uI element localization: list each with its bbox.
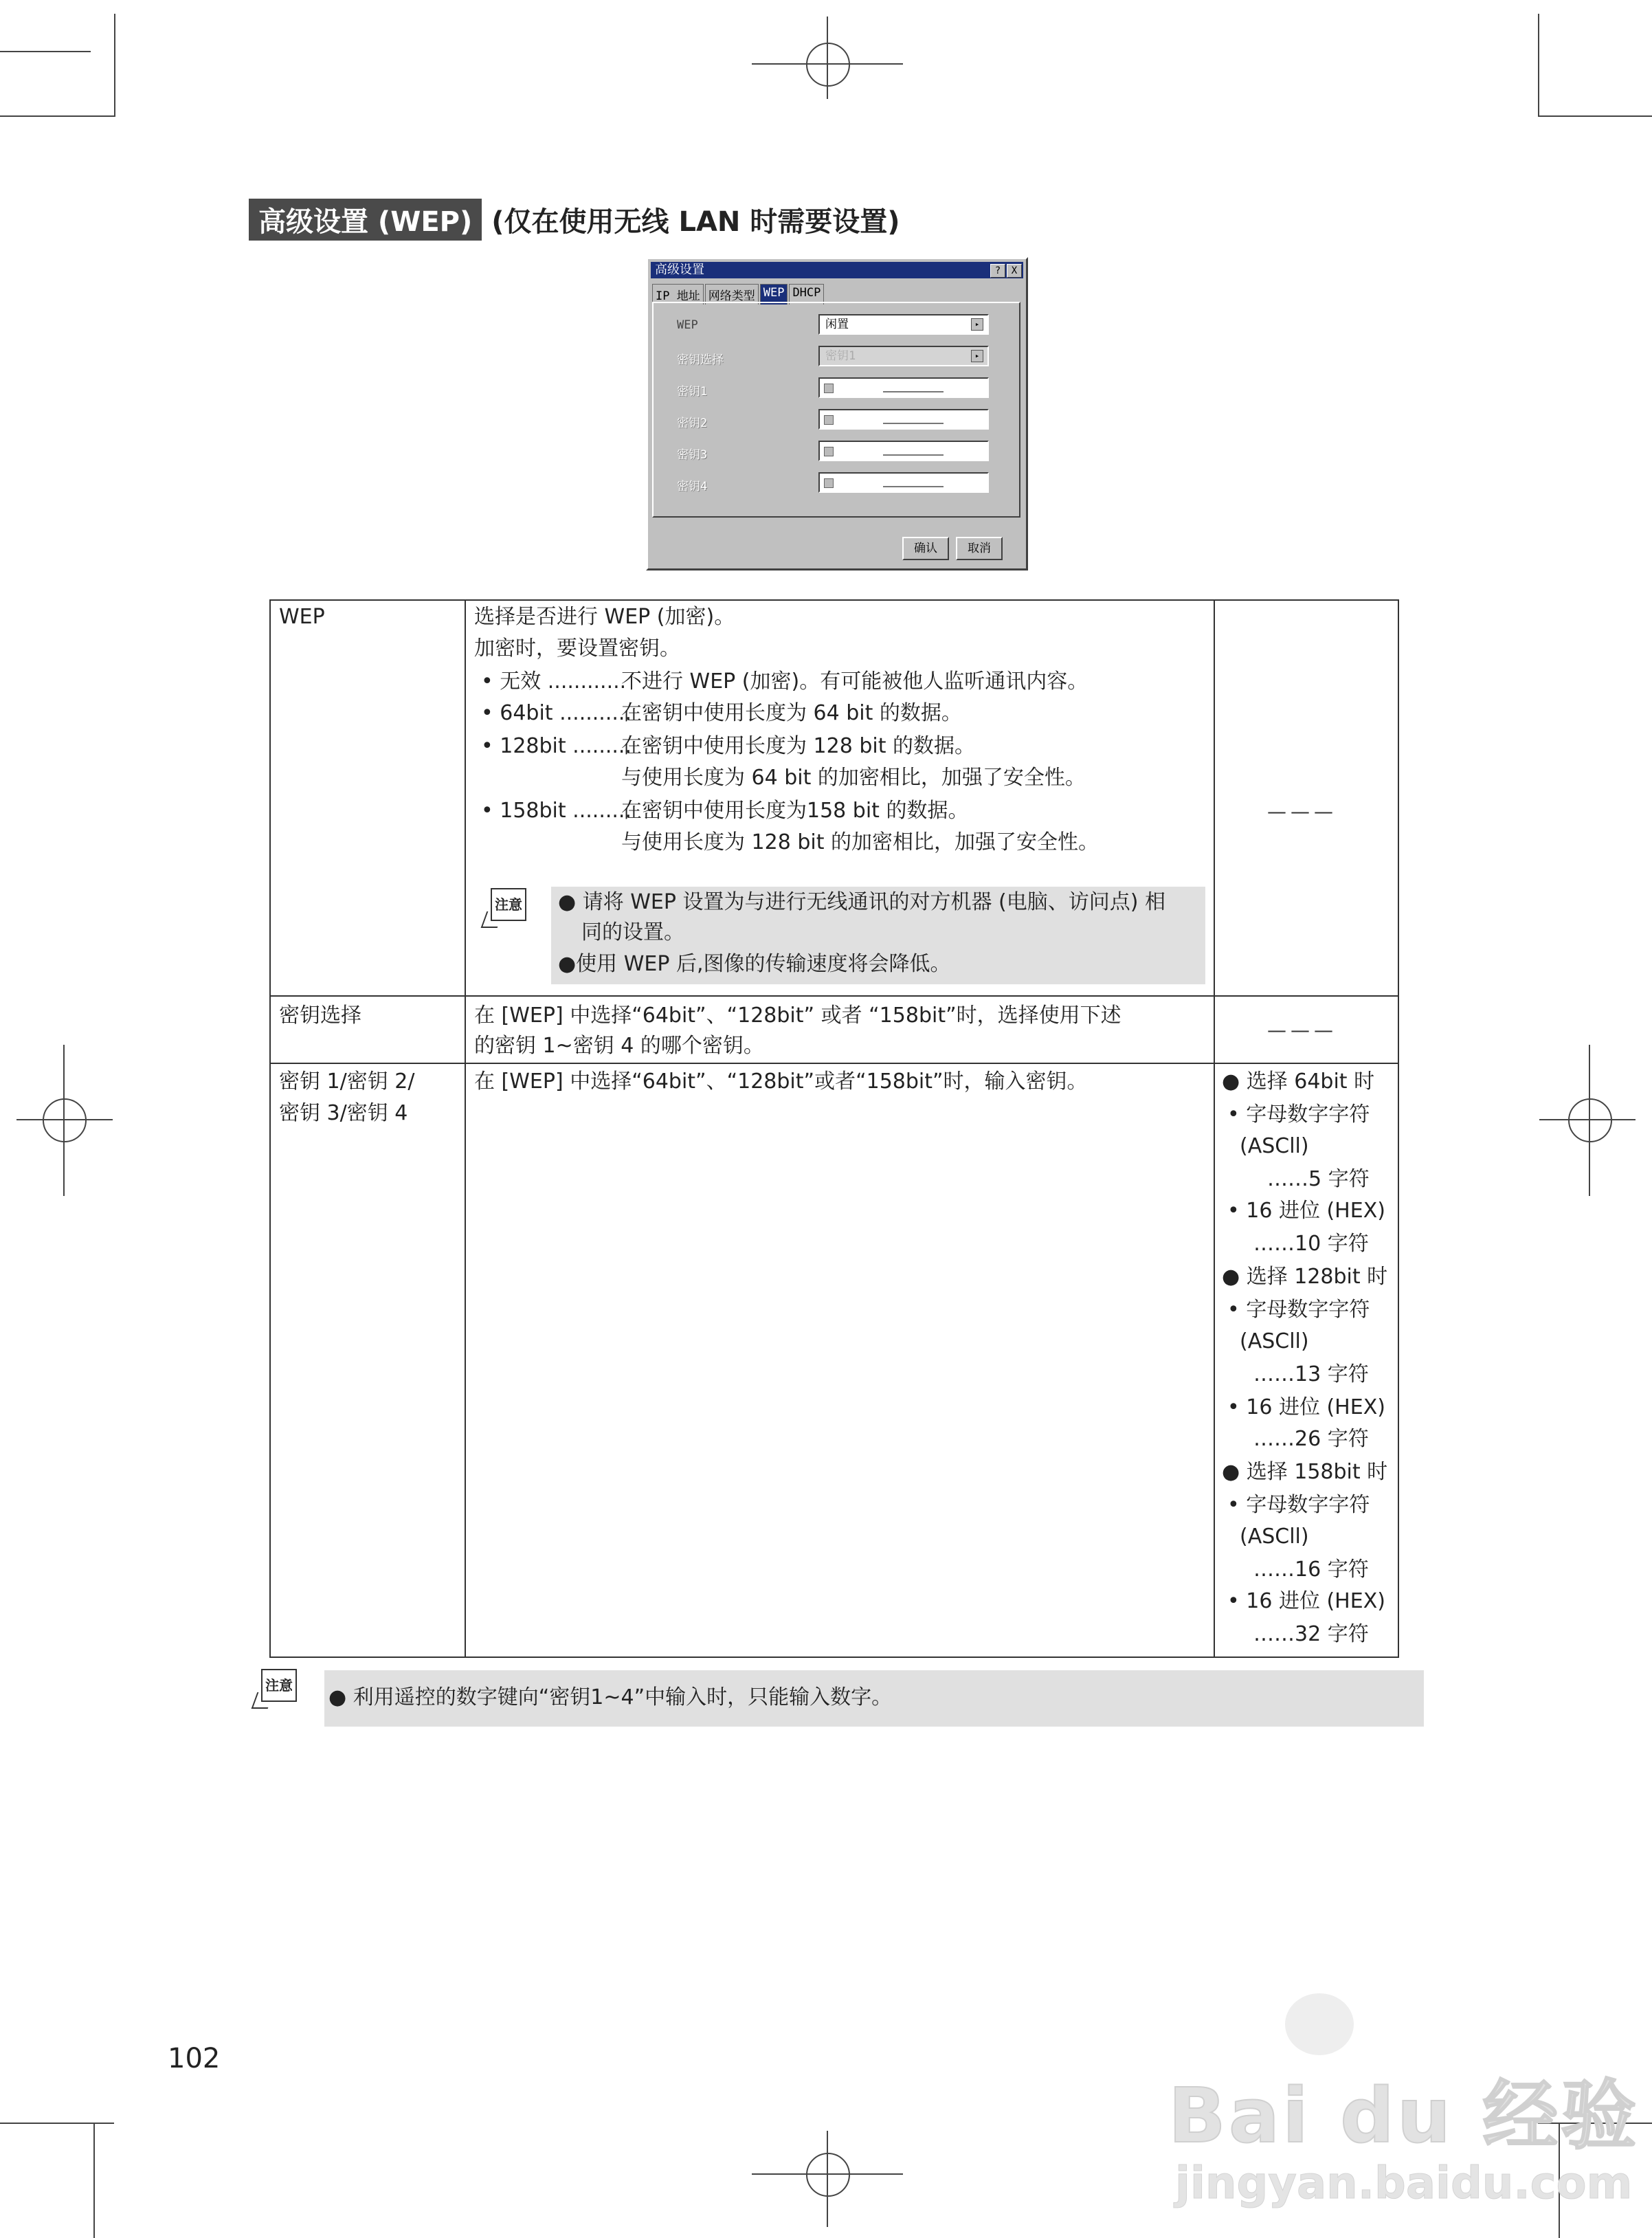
close-button[interactable]: X: [1007, 264, 1022, 278]
key-spec-line: ……16 字符: [1253, 1558, 1369, 1582]
col-divider: [1214, 601, 1215, 1657]
row-keysel-right: ———: [1267, 1019, 1337, 1041]
key-spec-line: ● 选择 158bit 时: [1222, 1460, 1388, 1484]
bottom-note-text: ● 利用遥控的数字键向“密钥1~4”中输入时，只能输入数字。: [328, 1685, 893, 1709]
row-keysel-desc-2: 的密钥 1~密钥 4 的哪个密钥。: [474, 1034, 764, 1058]
wep-option-key: • 158bit .........: [481, 799, 632, 823]
key-select[interactable]: [818, 346, 989, 366]
wep-label: WEP: [677, 318, 698, 332]
watermark: [1168, 1993, 1640, 2227]
wep-select-value: 闲置: [825, 318, 849, 331]
wep-option-key: • 无效 ............: [481, 669, 627, 694]
key-spec-line: • 16 进位 (HEX): [1227, 1589, 1385, 1613]
key-spec-line: • 字母数字字符: [1227, 1298, 1370, 1322]
tab-wep[interactable]: WEP: [760, 284, 788, 304]
settings-table: [269, 599, 1399, 1658]
row-wep-desc-1: 选择是否进行 WEP (加密)。: [474, 605, 735, 629]
keyboard-icon[interactable]: [824, 415, 834, 425]
row-divider: [271, 995, 1398, 997]
dropdown-arrow-icon[interactable]: ▸: [971, 318, 983, 331]
key-spec-line: ……32 字符: [1253, 1622, 1369, 1646]
wep-option-text: 在密钥中使用长度为 128 bit 的数据。: [621, 734, 976, 758]
cancel-button[interactable]: 取消: [956, 537, 1003, 560]
key-spec-line: • 字母数字字符: [1227, 1103, 1370, 1127]
watermark-url: jingyan.baidu.com: [1175, 2158, 1633, 2209]
wep-option-text: 与使用长度为 128 bit 的加密相比，加强了安全性。: [621, 830, 1100, 854]
key-underline: [883, 486, 944, 487]
key-spec-line: (ASCll): [1240, 1525, 1309, 1549]
key-spec-line: • 16 进位 (HEX): [1227, 1395, 1385, 1419]
wep-option-text: 与使用长度为 64 bit 的加密相比，加强了安全性。: [621, 766, 1086, 790]
keyboard-icon[interactable]: [824, 478, 834, 488]
note-line-2: 同的设置。: [581, 920, 684, 944]
paw-logo-icon: [1285, 1993, 1354, 2055]
wep-option-key: • 64bit ...........: [481, 701, 632, 725]
wep-option-text: 在密钥中使用长度为158 bit 的数据。: [621, 799, 969, 823]
key-spec-line: ……26 字符: [1253, 1427, 1369, 1451]
dialog-title: 高级设置: [655, 263, 704, 277]
row-keys-name-1: 密钥 1/密钥 2/: [279, 1070, 415, 1094]
wep-select[interactable]: [818, 314, 989, 335]
key2-label: 密钥2: [677, 417, 708, 430]
note-icon: 注意: [254, 1669, 295, 1717]
section-heading: [249, 201, 900, 238]
wep-panel: [652, 302, 1020, 518]
key3-label: 密钥3: [677, 448, 708, 462]
row-divider: [271, 1063, 1398, 1064]
key-spec-line: • 字母数字字符: [1227, 1493, 1370, 1517]
help-button[interactable]: ?: [990, 264, 1005, 278]
row-keysel-name: 密钥选择: [279, 1004, 361, 1028]
key-spec-line: ……5 字符: [1267, 1167, 1370, 1191]
key-underline: [883, 423, 944, 424]
key4-field[interactable]: [818, 472, 989, 493]
tab-dhcp[interactable]: DHCP: [789, 284, 824, 304]
keyboard-icon[interactable]: [824, 447, 834, 456]
key-underline: [883, 454, 944, 456]
dialog-titlebar: [651, 262, 1023, 278]
key3-field[interactable]: [818, 441, 989, 461]
row-keys-name-2: 密钥 3/密钥 4: [279, 1101, 408, 1125]
row-wep-name: WEP: [279, 605, 325, 629]
note-line-3: ●使用 WEP 后,图像的传输速度将会降低。: [558, 952, 951, 976]
settings-dialog: [646, 257, 1028, 570]
row-wep-desc-2: 加密时，要设置密钥。: [474, 636, 680, 661]
key-spec-line: ● 选择 64bit 时: [1222, 1070, 1375, 1094]
key-spec-line: • 16 进位 (HEX): [1227, 1199, 1385, 1223]
note-icon: 注意: [484, 888, 525, 936]
wep-option-key: • 128bit .........: [481, 734, 632, 758]
note-line-1: ● 请将 WEP 设置为与进行无线通讯的对方机器 (电脑、访问点) 相: [558, 890, 1165, 914]
row-wep-right: ———: [1267, 800, 1337, 823]
key1-field[interactable]: [818, 377, 989, 398]
key4-label: 密钥4: [677, 480, 708, 494]
dropdown-arrow-icon[interactable]: ▸: [971, 350, 983, 362]
tab-ip-address[interactable]: IP 地址: [652, 284, 704, 304]
ok-button[interactable]: 确认: [902, 537, 949, 560]
wep-option-text: 在密钥中使用长度为 64 bit 的数据。: [621, 701, 962, 725]
key-spec-line: (ASCll): [1240, 1134, 1309, 1158]
row-keysel-desc-1: 在 [WEP] 中选择“64bit”、“128bit” 或者 “158bit”时，选择使用下述: [474, 1004, 1121, 1028]
wep-option-text: 不进行 WEP (加密)。有可能被他人监听通讯内容。: [621, 669, 1089, 694]
key-spec-line: ● 选择 128bit 时: [1222, 1265, 1388, 1289]
key-spec-line: ……13 字符: [1253, 1362, 1369, 1386]
keyboard-icon[interactable]: [824, 384, 834, 393]
key2-field[interactable]: [818, 409, 989, 430]
row-keys-desc: 在 [WEP] 中选择“64bit”、“128bit”或者“158bit”时，输入密钥。: [474, 1070, 1088, 1094]
heading-tag: 高级设置 (WEP): [249, 199, 482, 241]
heading-note: (仅在使用无线 LAN 时需要设置): [491, 206, 900, 238]
tab-network-type[interactable]: 网络类型: [705, 284, 759, 304]
key-spec-line: (ASCll): [1240, 1329, 1309, 1353]
watermark-brand: Bai du 经验: [1168, 2072, 1640, 2160]
key-select-value: 密钥1: [825, 349, 856, 363]
key-spec-line: ……10 字符: [1253, 1232, 1369, 1256]
col-divider: [465, 601, 466, 1657]
key1-label: 密钥1: [677, 385, 708, 399]
page-number: 102: [168, 2043, 221, 2074]
key-underline: [883, 391, 944, 392]
key-select-label: 密钥选择: [677, 353, 724, 367]
